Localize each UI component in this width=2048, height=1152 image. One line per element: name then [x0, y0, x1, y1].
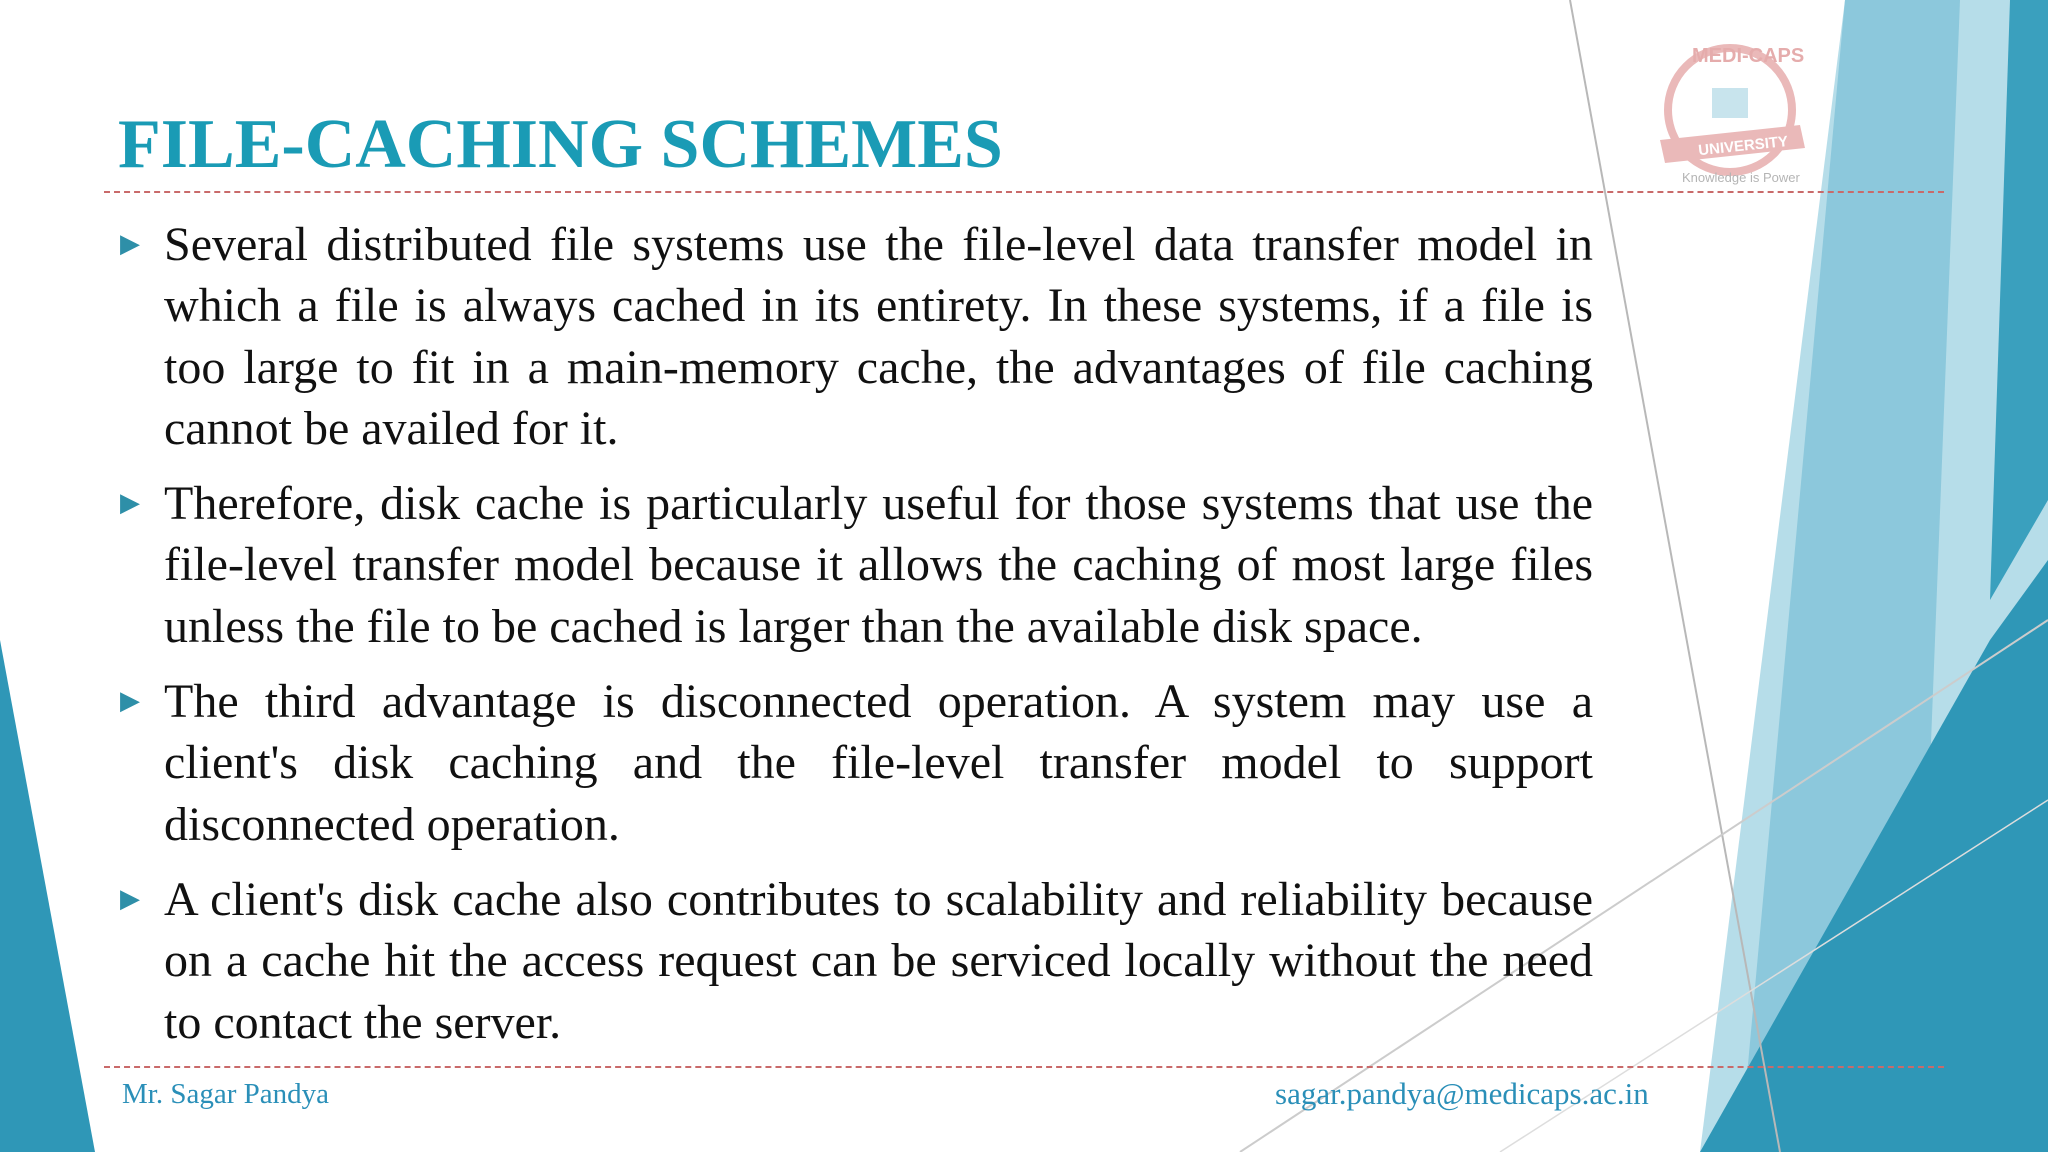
bullet-text: Several distributed file systems use the file-level data transfer model in which a file is always cached in its entirety. In these systems, if a file is too large to fit in a main-memory cache, the advantages of file caching cannot be availed for it.	[164, 218, 1593, 455]
arrow-bullet-icon: ▶	[120, 488, 140, 519]
logo-arc-text: MEDI-CAPS	[1692, 45, 1805, 67]
footer-author: Mr. Sagar Pandya	[122, 1078, 329, 1110]
bullet-list	[120, 214, 1593, 1067]
arrow-bullet-icon: ▶	[120, 686, 140, 717]
arrow-bullet-icon: ▶	[120, 883, 140, 914]
university-logo	[1620, 30, 1840, 195]
bullet-item	[120, 214, 1593, 459]
bullet-text: A client's disk cache also contributes to scalability and reliability because on a cache hit the access request can be serviced locally without the need to contact the server.	[164, 872, 1593, 1049]
title-divider	[104, 191, 1944, 193]
bullet-text: The third advantage is disconnected operation. A system may use a client's disk caching and the file-level transfer model to support disconnected operation.	[164, 675, 1593, 851]
arrow-bullet-icon: ▶	[120, 229, 140, 259]
bullet-text: Therefore, disk cache is particularly useful for those systems that use the file-level transfer model because it allows the caching of most large files unless the file to be cached is larger than the available disk space.	[164, 477, 1593, 653]
bullet-item	[120, 869, 1593, 1053]
logo-tagline: Knowledge is Power	[1682, 170, 1800, 185]
slide-title: FILE-CACHING SCHEMES	[118, 106, 1003, 183]
bullet-item	[120, 473, 1593, 657]
footer-email: sagar.pandya@medicaps.ac.in	[1275, 1076, 1649, 1111]
logo-book	[1712, 88, 1748, 118]
logo-ribbon-text: UNIVERSITY	[1697, 132, 1789, 160]
footer-divider	[104, 1066, 1944, 1068]
bullet-item	[120, 671, 1593, 855]
